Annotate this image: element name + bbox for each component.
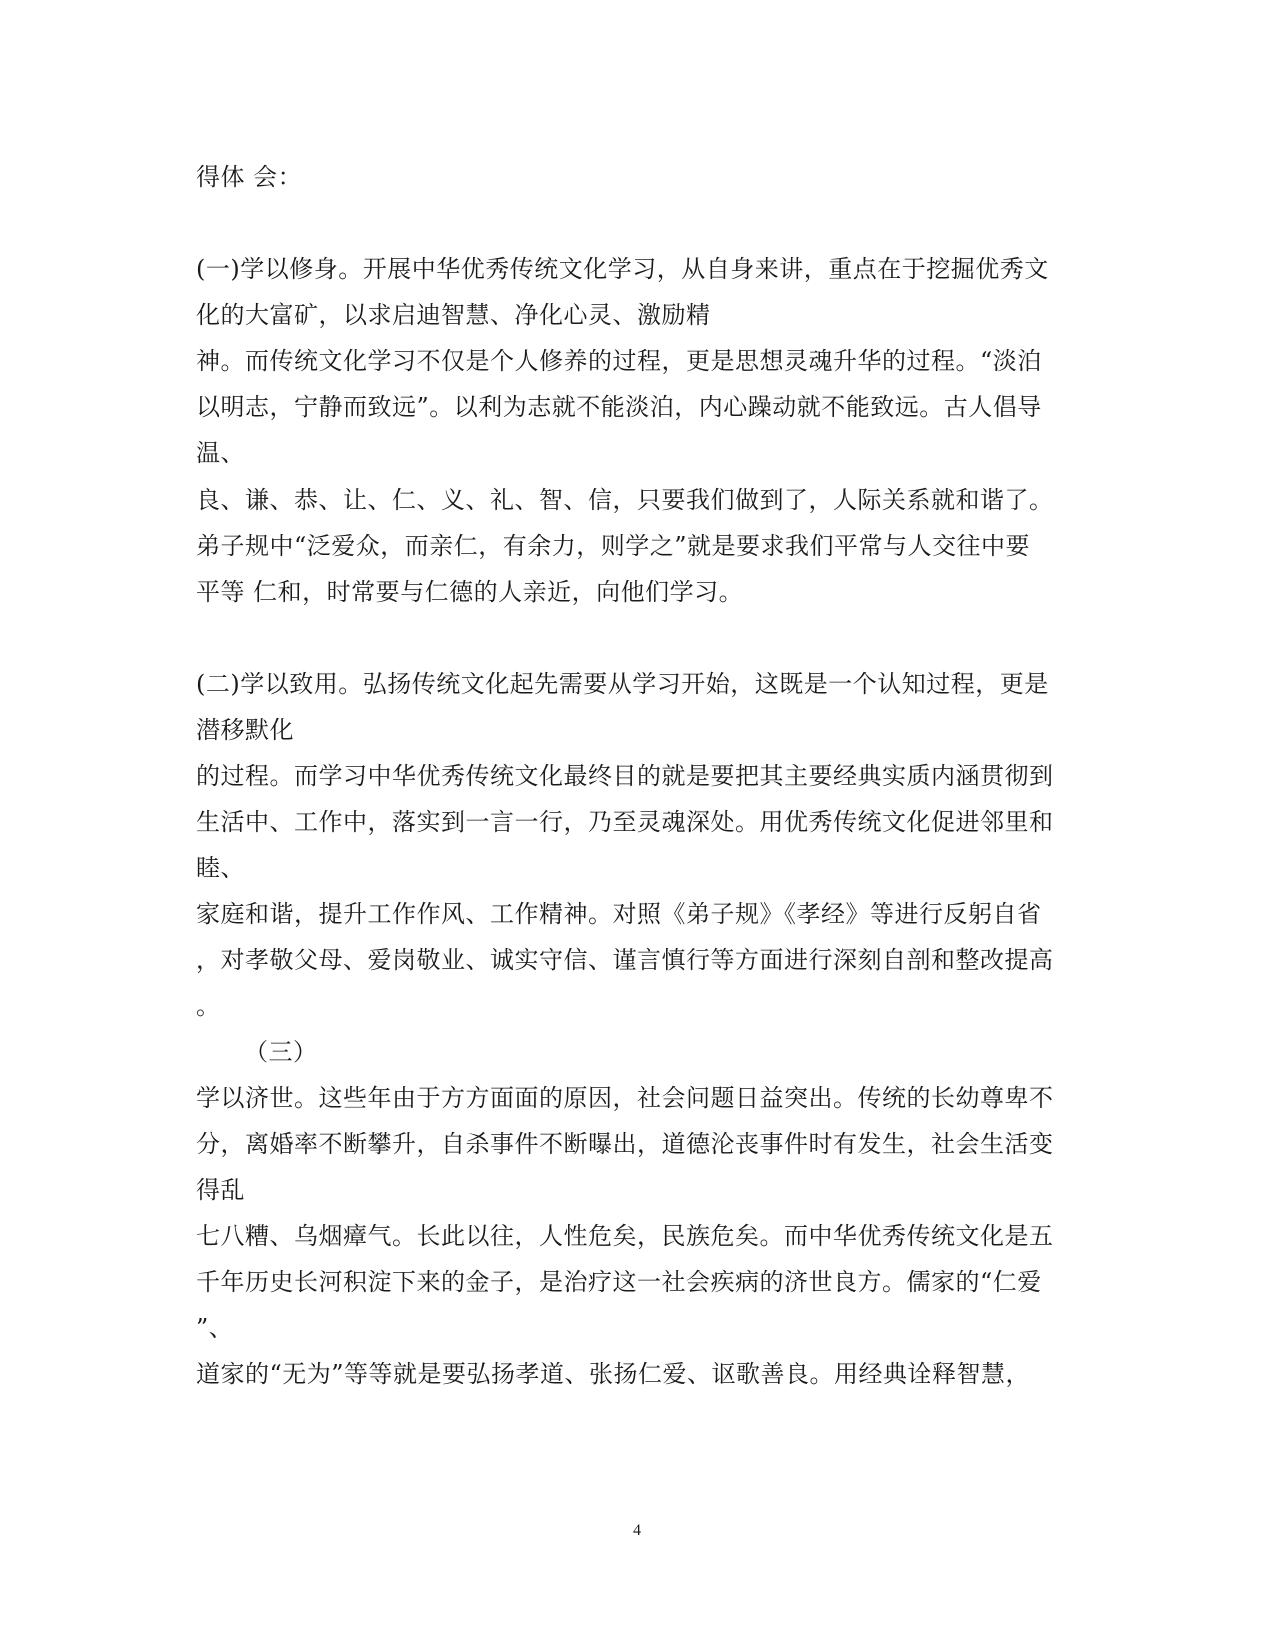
text-line: 温、: [196, 439, 245, 467]
text-line: 家庭和谐，提升工作作风、工作精神。对照《弟子规》《孝经》等进行反躬自省: [196, 900, 1042, 928]
text-line: 平等 仁和，时常要与仁德的人亲近，向他们学习。: [196, 578, 744, 606]
text-line: 分，离婚率不断攀升，自杀事件不断曝出，道德沦丧事件时有发生，社会生活变: [196, 1130, 1054, 1158]
text-line: 学以济世。这些年由于方方面面的原因，社会问题日益突出。传统的长幼尊卑不: [196, 1084, 1054, 1112]
text-line: 良、谦、恭、让、仁、义、礼、智、信，只要我们做到了，人际关系就和谐了。: [196, 486, 1054, 514]
text-line: 弟子规中“泛爱众，而亲仁，有余力，则学之”就是要求我们平常与人交往中要: [196, 532, 1031, 560]
text-line: (一)学以修身。开展中华优秀传统文化学习，从自身来讲，重点在于挖掘优秀文: [196, 255, 1049, 283]
text-line: (二)学以致用。弘扬传统文化起先需要从学习开始，这既是一个认知过程，更是: [196, 670, 1049, 698]
text-line: 七八糟、乌烟瘴气。长此以往，人性危矣，民族危矣。而中华优秀传统文化是五: [196, 1222, 1054, 1250]
text-line: 得乱: [196, 1176, 245, 1204]
text-line: 神。而传统文化学习不仅是个人修养的过程，更是思想灵魂升华的过程。“淡泊: [196, 347, 1042, 375]
text-line: 。: [196, 992, 221, 1020]
text-line: 的过程。而学习中华优秀传统文化最终目的就是要把其主要经典实质内涵贯彻到: [196, 762, 1054, 790]
text-line: 得体 会：: [196, 163, 303, 191]
text-line: 生活中、工作中，落实到一言一行，乃至灵魂深处。用优秀传统文化促进邻里和: [196, 808, 1054, 836]
text-line: 化的大富矿，以求启迪智慧、净化心灵、激励精: [196, 301, 711, 329]
text-line: 以明志，宁静而致远”。以利为志就不能淡泊，内心躁动就不能致远。古人倡导: [196, 393, 1042, 421]
page-number: 4: [633, 1522, 641, 1539]
text-line: 千年历史长河积淀下来的金子，是治疗这一社会疾病的济世良方。儒家的“仁爱: [196, 1268, 1042, 1296]
section-heading: （三）: [244, 1038, 318, 1066]
text-line: 睦、: [196, 854, 245, 882]
text-line: ”、: [196, 1314, 234, 1342]
text-line: ，对孝敬父母、爱岗敬业、诚实守信、谨言慎行等方面进行深刻自剖和整改提高: [196, 946, 1054, 974]
text-line: 道家的“无为”等等就是要弘扬孝道、张扬仁爱、讴歌善良。用经典诠释智慧，: [196, 1360, 1031, 1388]
text-line: 潜移默化: [196, 716, 294, 744]
